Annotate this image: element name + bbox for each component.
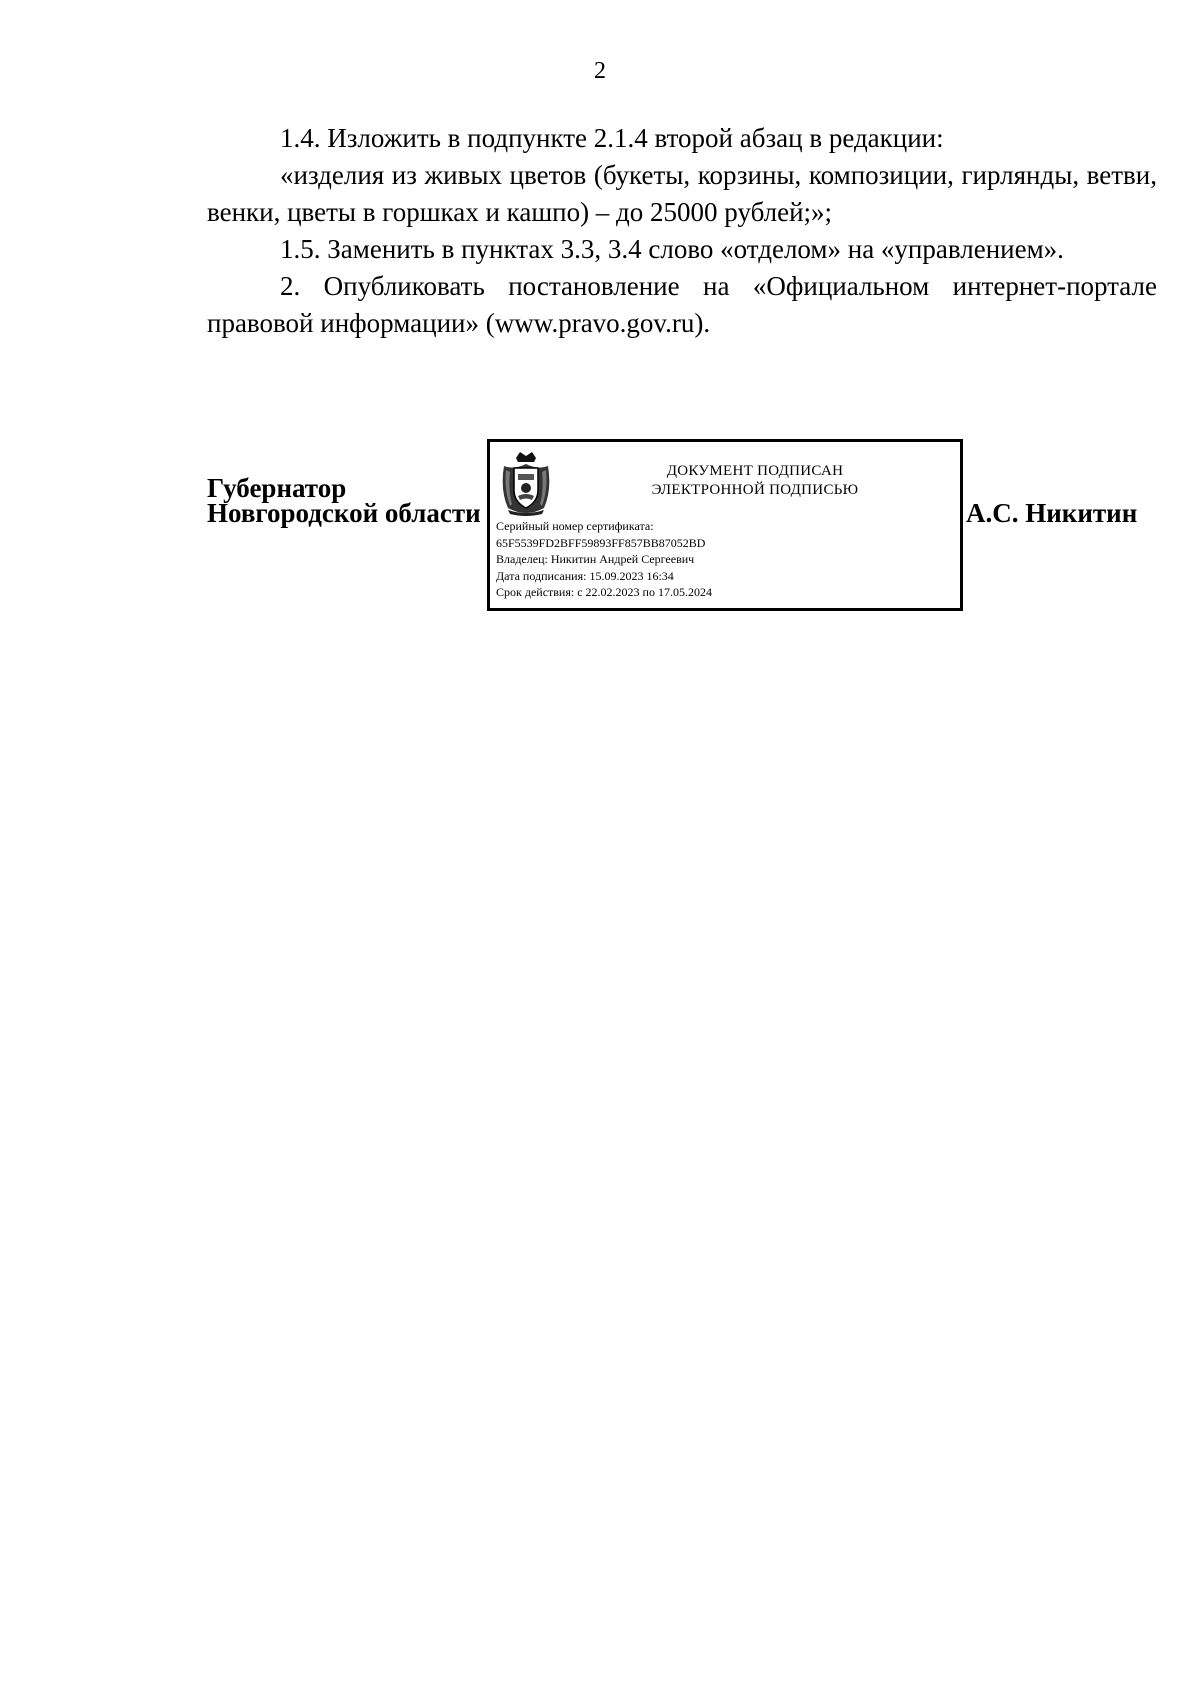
signatory-title-line1: Губернатор bbox=[207, 473, 347, 503]
stamp-serial-label: Серийный номер сертификата: bbox=[496, 519, 654, 533]
stamp-details bbox=[496, 518, 712, 601]
signatory-title-line2: Новгородской области bbox=[207, 498, 481, 528]
coat-of-arms-icon bbox=[498, 450, 554, 518]
stamp-heading-line2: ЭЛЕКТРОННОЙ ПОДПИСЬЮ bbox=[651, 482, 859, 498]
paragraph-1-4: 1.4. Изложить в подпункте 2.1.4 второй абзац в редакции: bbox=[280, 123, 944, 153]
stamp-heading bbox=[550, 462, 960, 500]
paragraph-1-5: 1.5. Заменить в пунктах 3.3, 3.4 слово «отделом» на «управлением». bbox=[280, 234, 1064, 264]
signatory-name: А.С. Никитин bbox=[966, 498, 1138, 528]
stamp-validity: Срок действия: с 22.02.2023 по 17.05.2024 bbox=[496, 585, 712, 599]
stamp-signed-date: Дата подписания: 15.09.2023 16:34 bbox=[496, 568, 674, 583]
signatory-title bbox=[207, 473, 481, 528]
electronic-signature-stamp bbox=[487, 439, 963, 611]
document-body bbox=[207, 120, 1157, 342]
stamp-serial-value: 65F5539FD2BFF59893FF857BB87052BD bbox=[496, 535, 706, 550]
stamp-owner: Владелец: Никитин Андрей Сергеевич bbox=[496, 552, 695, 566]
stamp-heading-line1: ДОКУМЕНТ ПОДПИСАН bbox=[666, 463, 844, 479]
paragraph-2: 2. Опубликовать постановление на «Официальном интернет-портале правовой информации» (www.pravo.gov.ru). bbox=[207, 271, 1157, 338]
page-number: 2 bbox=[594, 58, 606, 84]
paragraph-quote: «изделия из живых цветов (букеты, корзины, композиции, гирлянды, ветви, венки, цветы в горшках и кашпо) – до 25000 рублей;»; bbox=[207, 160, 1157, 227]
